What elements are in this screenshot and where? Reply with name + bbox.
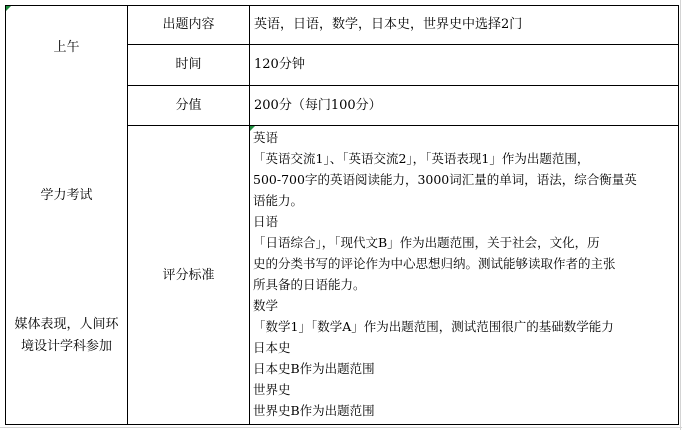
score-label: 分值 (175, 98, 202, 113)
morning-label: 上午 (53, 40, 80, 55)
criteria-content (253, 127, 679, 423)
exam-label: 学力考试 (40, 188, 93, 203)
content-value: 英语，日语，数学，日本史，世界史中选择2门 (254, 17, 523, 32)
english-line1: 「英语交流1」、「英语交流2」，「英语表现1」作为出题范围， (253, 151, 590, 166)
border-row3 (127, 125, 679, 126)
time-value: 120分钟 (254, 57, 305, 72)
english-line2: 500-700字的英语阅读能力，3000词汇量的单词，语法，综合衡量英 (253, 172, 637, 187)
border-row1 (127, 44, 679, 45)
japanese-history-line1: 日本史B作为出题范围 (253, 361, 375, 376)
world-history-line1: 世界史B作为出题范围 (253, 403, 375, 418)
japanese-line3: 所具备的日语能力。 (253, 277, 366, 292)
japanese-title: 日语 (253, 214, 279, 229)
sheet-gridline-bottom (0, 427, 682, 428)
border-left (5, 5, 6, 425)
media-note-line2: 境设计学科参加 (20, 339, 112, 354)
japanese-line1: 「日语综合」，「现代文B」作为出题范围，关于社会，文化，历 (253, 235, 600, 250)
cell-marker-top-left (6, 6, 11, 11)
border-bottom (5, 424, 679, 425)
score-value: 200分（每门100分） (254, 98, 382, 113)
world-history-title: 世界史 (253, 382, 291, 397)
border-row2 (127, 85, 679, 86)
japanese-line2: 史的分类书写的评论作为中心思想归纳。测试能够读取作者的主张 (253, 256, 616, 271)
english-title: 英语 (253, 130, 279, 145)
criteria-label: 评分标准 (162, 268, 215, 283)
border-top (5, 5, 679, 6)
border-col2 (249, 5, 250, 425)
english-line3: 语能力。 (253, 193, 304, 208)
content-label: 出题内容 (162, 17, 215, 32)
time-label: 时间 (175, 57, 202, 72)
math-title: 数学 (253, 298, 279, 313)
japanese-history-title: 日本史 (253, 340, 291, 355)
media-note-line1: 媒体表现，人间环 (14, 317, 119, 332)
math-line1: 「数学1」「数学A」作为出题范围，测试范围很广的基础数学能力 (253, 319, 614, 334)
sheet-gridline-right (680, 0, 681, 430)
